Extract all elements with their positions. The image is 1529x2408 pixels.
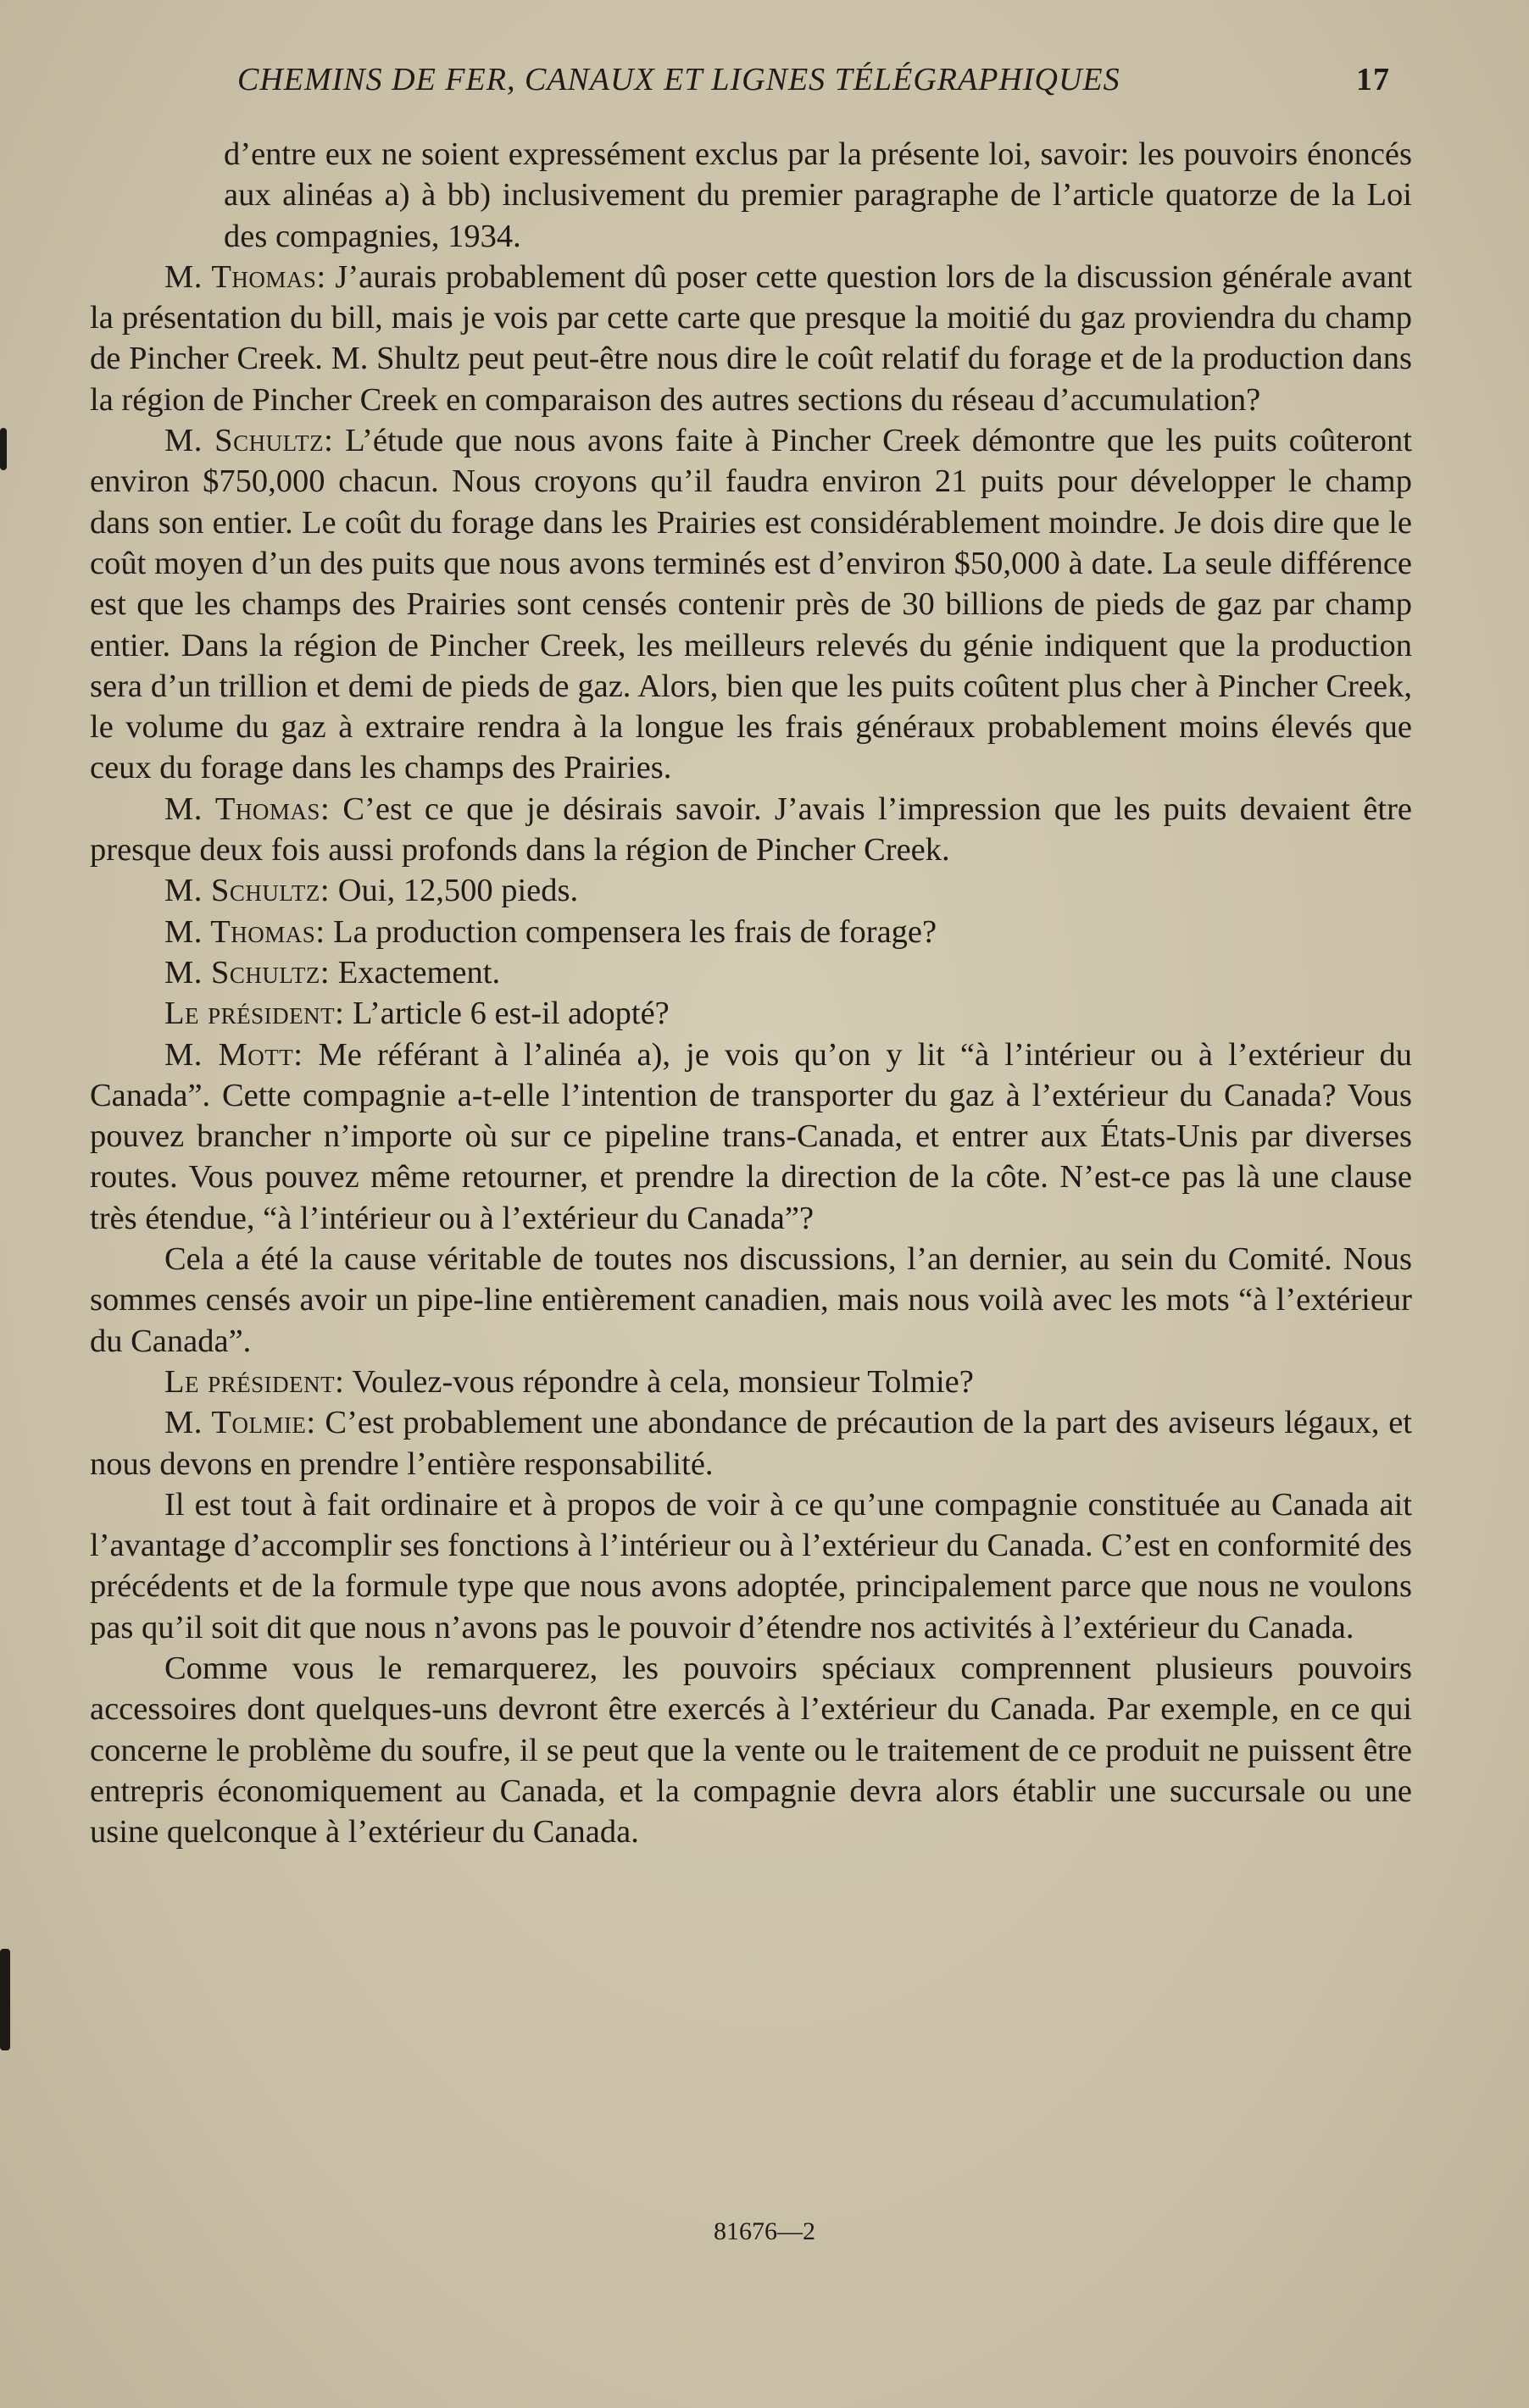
paragraph-text: J’aurais probablement dû poser cette question lors de la discussion générale avant la présentation du bill, mais je vois par cette carte que presque la moitié du gaz proviendra du champ de Pincher Creek. M. Shultz peut peut-être nous dire le coût relatif du forage et de la production dans la région de Pincher Creek en comparaison des autres sections du réseau d’accumulation? bbox=[90, 258, 1412, 418]
paragraph bbox=[90, 1402, 1412, 1484]
paragraph-text: Voulez-vous répondre à cela, monsieur Tolmie? bbox=[344, 1363, 974, 1400]
page-number: 17 bbox=[1356, 62, 1390, 97]
paragraph bbox=[90, 1484, 1412, 1648]
speaker-name: M. Thomas: bbox=[164, 791, 331, 827]
paragraph-text: Comme vous le remarquerez, les pouvoirs spéciaux comprennent plusieurs pouvoirs accessoires dont quelques-uns devront être exercés à l’extérieur du Canada. Par exemple, en ce qui concerne le problème du soufre, il se peut que la vente ou le traitement de ce produit ne puissent être entrepris économiquement au Canada, et la compagnie devra alors établir une succursale ou une usine quelconque à l’extérieur du Canada. bbox=[90, 1650, 1412, 1850]
paragraph bbox=[90, 912, 1412, 952]
speaker-name: M. Thomas: bbox=[164, 258, 326, 295]
paragraph-text: Cela a été la cause véritable de toutes nos discussions, l’an dernier, au sein du Comité. Nous sommes censés avoir un pipe-line entièrement canadien, mais nous voilà avec les mots “à l’extérieur du Canada”. bbox=[90, 1241, 1412, 1359]
paragraph-text: d’entre eux ne soient expressément exclus par la présente loi, savoir: les pouvoirs énoncés aux alinéas a) à bb) inclusivement du premier paragraphe de l’article quatorze de la Loi des compagnies, 1934. bbox=[224, 136, 1412, 254]
paragraph bbox=[90, 1362, 1412, 1402]
binding-mark bbox=[0, 1949, 10, 2050]
paragraph bbox=[90, 870, 1412, 911]
paragraph-text: L’article 6 est-il adopté? bbox=[344, 996, 670, 1032]
speaker-name: Le président: bbox=[164, 1363, 345, 1400]
paragraph bbox=[90, 789, 1412, 871]
paragraph bbox=[90, 134, 1412, 257]
paragraph bbox=[90, 1239, 1412, 1362]
speaker-name: M. Schultz: bbox=[164, 954, 331, 990]
speaker-name: M. Schultz: bbox=[164, 873, 331, 909]
speaker-name: M. Schultz: bbox=[164, 423, 334, 459]
running-title: CHEMINS DE FER, CANAUX ET LIGNES TÉLÉGRAPHIQUES bbox=[237, 62, 1120, 97]
paragraph bbox=[90, 257, 1412, 420]
paragraph-text: C’est probablement une abondance de précaution de la part des aviseurs légaux, et nous devons en prendre l’entière responsabilité. bbox=[90, 1405, 1412, 1482]
paragraph-text: L’étude que nous avons faite à Pincher Creek démontre que les puits coûteront environ $750,000 chacun. Nous croyons qu’il faudra environ 21 puits pour développer le champ dans son entier. Le coût du forage dans les Prairies est considérablement moindre. Je dois dire que le coût moyen d’un des puits que nous avons terminés est d’environ $50,000 à date. La seule différence est que les champs des Prairies sont censés contenir près de 30 billions de pieds de gaz par champ entier. Dans la région de Pincher Creek, les meilleurs relevés du génie indiquent que la production sera d’un trillion et demi de pieds de gaz. Alors, bien que les puits coûtent plus cher à Pincher Creek, le volume du gaz à extraire rendra à la longue les frais généraux probablement moins élevés que ceux du forage dans les champs des Prairies. bbox=[90, 423, 1412, 786]
paragraph bbox=[90, 1648, 1412, 1852]
paragraph-text: Oui, 12,500 pieds. bbox=[330, 873, 579, 909]
paragraph bbox=[90, 952, 1412, 993]
paragraph-text: Me référant à l’alinéa a), je vois qu’on y lit “à l’intérieur ou à l’extérieur du Canada”. Cette compagnie a-t-elle l’intention de transporter du gaz à l’extérieur du Canada? Vous pouvez brancher n’importe où sur ce pipeline trans-Canada, et entrer aux États-Unis par diverses routes. Vous pouvez même retourner, et prendre la direction de la côte. N’est-ce pas là une clause très étendue, “à l’intérieur ou à l’extérieur du Canada”? bbox=[90, 1036, 1413, 1236]
paragraph bbox=[90, 420, 1412, 789]
paragraph-text: La production compensera les frais de forage? bbox=[325, 913, 937, 950]
binding-mark bbox=[0, 428, 7, 470]
speaker-name: M. Thomas: bbox=[164, 913, 325, 950]
body-text bbox=[90, 134, 1412, 1852]
paragraph bbox=[90, 993, 1412, 1034]
paragraph-text: C’est ce que je désirais savoir. J’avais l’impression que les puits devaient être presque deux fois aussi profonds dans la région de Pincher Creek. bbox=[90, 791, 1412, 868]
printer-signature: 81676—2 bbox=[714, 2217, 815, 2245]
speaker-name: Le président: bbox=[164, 996, 345, 1032]
paragraph-text: Il est tout à fait ordinaire et à propos de voir à ce qu’une compagnie constituée au Canada ait l’avantage d’accomplir ses fonctions à l’intérieur ou à l’extérieur du Canada. C’est en conformité des précédents et de la formule type que nous avons adoptée, principalement parce que nous ne voulons pas qu’il soit dit que nous n’avons pas le pouvoir d’étendre nos activités à l’extérieur du Canada. bbox=[90, 1486, 1412, 1645]
paragraph bbox=[90, 1035, 1412, 1239]
speaker-name: M. Mott: bbox=[164, 1036, 303, 1073]
speaker-name: M. Tolmie: bbox=[164, 1405, 316, 1441]
paragraph-text: Exactement. bbox=[330, 954, 501, 990]
